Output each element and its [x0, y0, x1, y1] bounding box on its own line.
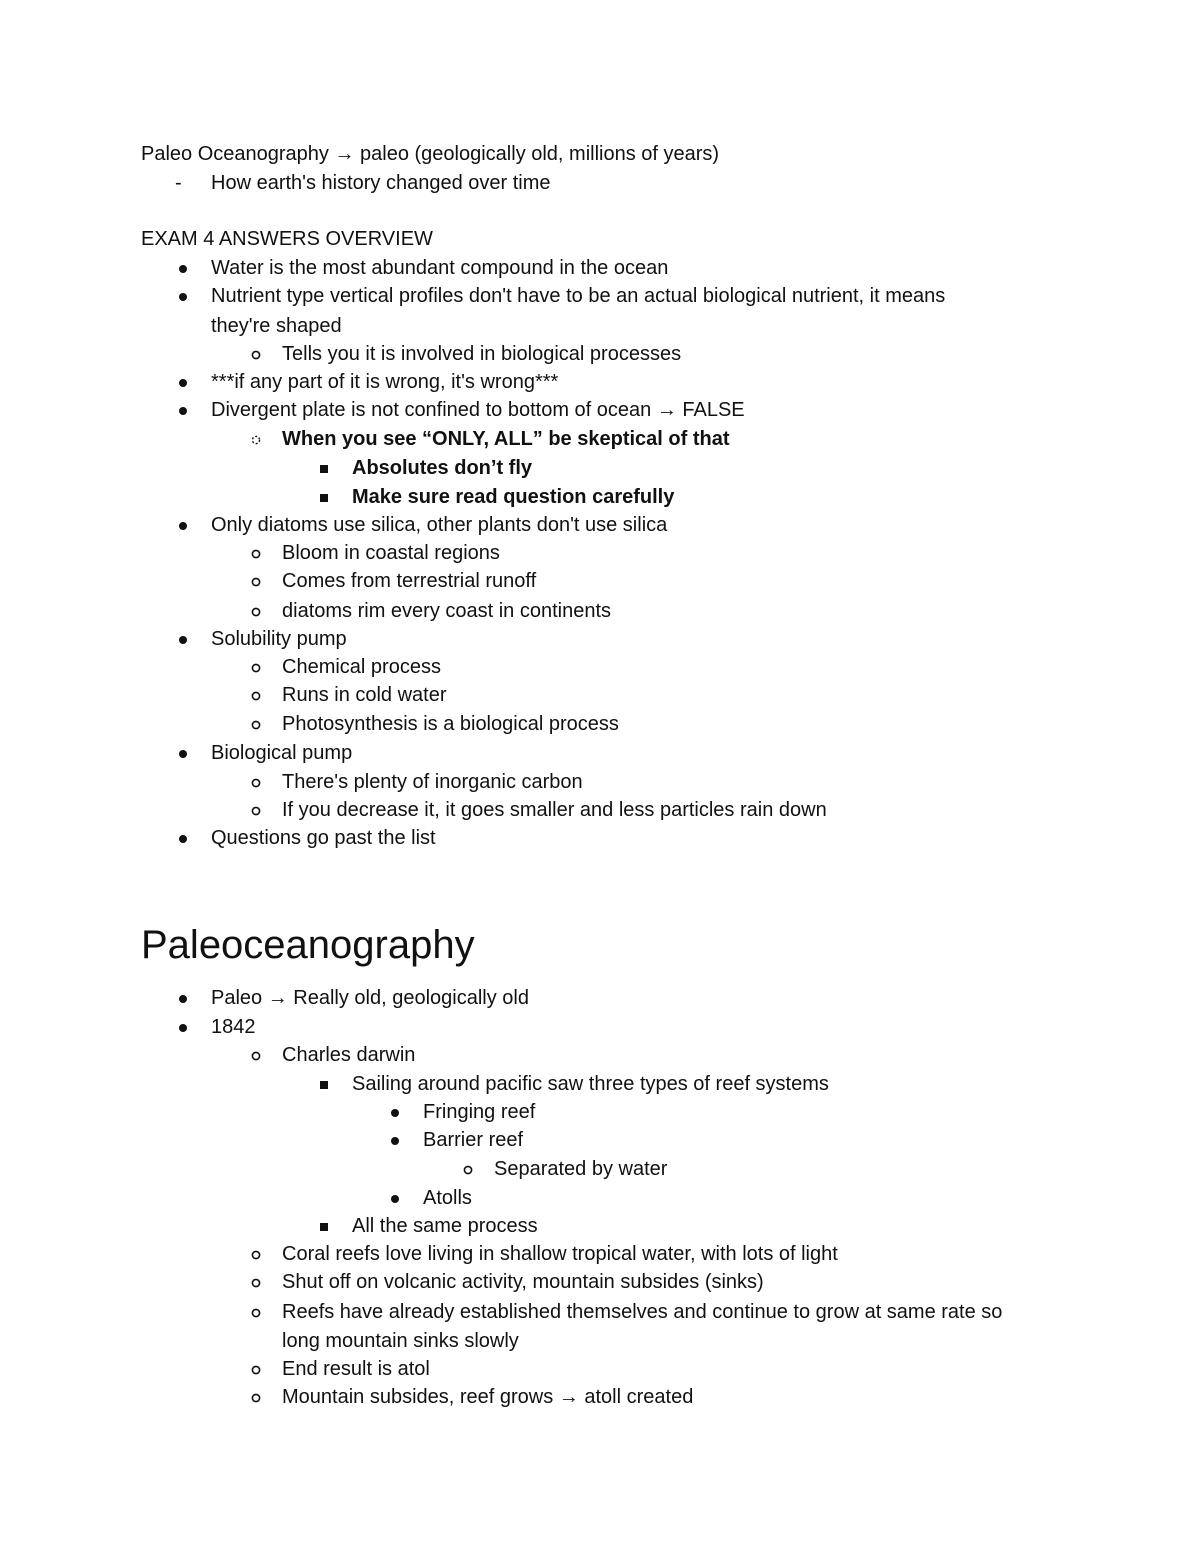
- hollow-circle-bullet-icon: [247, 597, 269, 625]
- hollow-circle-bullet-icon: [247, 1268, 269, 1296]
- section-heading: Paleoceanography: [141, 923, 475, 967]
- filled-disc-bullet-icon: [388, 1126, 410, 1154]
- dotted-circle-bullet-icon: [247, 425, 269, 453]
- hollow-circle-bullet-icon: [247, 1240, 269, 1268]
- list-item: Separated by water: [494, 1158, 668, 1180]
- list-item: When you see “ONLY, ALL” be skeptical of that: [282, 428, 730, 450]
- list-item: Divergent plate is not confined to bottom of ocean → FALSE: [211, 399, 745, 421]
- list-item: Make sure read question carefully: [352, 486, 675, 508]
- filled-square-bullet-icon: [317, 1070, 339, 1098]
- list-item: Comes from terrestrial runoff: [282, 570, 537, 592]
- list-item: All the same process: [352, 1215, 538, 1237]
- filled-square-bullet-icon: [317, 483, 339, 511]
- list-item: Shut off on volcanic activity, mountain subsides (sinks): [282, 1271, 764, 1293]
- filled-disc-bullet-icon: [176, 984, 198, 1012]
- list-item: Biological pump: [211, 742, 353, 764]
- filled-square-bullet-icon: [317, 454, 339, 482]
- list-item: Coral reefs love living in shallow tropical water, with lots of light: [282, 1243, 838, 1265]
- list-item: Solubility pump: [211, 628, 347, 650]
- list-item: Water is the most abundant compound in the ocean: [211, 257, 669, 279]
- list-item-continuation: they're shaped: [211, 315, 342, 337]
- list-item: End result is atol: [282, 1358, 430, 1380]
- list-item: Charles darwin: [282, 1044, 416, 1066]
- list-item-continuation: long mountain sinks slowly: [282, 1330, 519, 1352]
- list-item: Runs in cold water: [282, 684, 447, 706]
- list-item: If you decrease it, it goes smaller and less particles rain down: [282, 799, 827, 821]
- list-item: There's plenty of inorganic carbon: [282, 771, 583, 793]
- dash-marker: -: [175, 172, 182, 194]
- list-item: Barrier reef: [423, 1129, 524, 1151]
- list-item: Atolls: [423, 1187, 472, 1209]
- hollow-circle-bullet-icon: [247, 340, 269, 368]
- hollow-circle-bullet-icon: [247, 1041, 269, 1069]
- list-item: Photosynthesis is a biological process: [282, 713, 619, 735]
- list-item: Tells you it is involved in biological processes: [282, 343, 682, 365]
- filled-disc-bullet-icon: [176, 254, 198, 282]
- list-item: Absolutes don’t fly: [352, 457, 532, 479]
- list-item: Reefs have already established themselves and continue to grow at same rate so: [282, 1301, 1003, 1323]
- list-item: diatoms rim every coast in continents: [282, 600, 612, 622]
- intro-title-line: Paleo Oceanography → paleo (geologically old, millions of years): [141, 143, 720, 165]
- hollow-circle-bullet-icon: [247, 539, 269, 567]
- filled-disc-bullet-icon: [176, 368, 198, 396]
- list-item: Sailing around pacific saw three types of reef systems: [352, 1073, 829, 1095]
- hollow-circle-bullet-icon: [247, 567, 269, 595]
- filled-disc-bullet-icon: [176, 511, 198, 539]
- filled-square-bullet-icon: [317, 1212, 339, 1240]
- filled-disc-bullet-icon: [388, 1184, 410, 1212]
- list-item: Bloom in coastal regions: [282, 542, 500, 564]
- list-item: Chemical process: [282, 656, 441, 678]
- exam-title: EXAM 4 ANSWERS OVERVIEW: [141, 228, 433, 250]
- filled-disc-bullet-icon: [176, 1013, 198, 1041]
- filled-disc-bullet-icon: [176, 282, 198, 310]
- hollow-circle-bullet-icon: [247, 1383, 269, 1411]
- hollow-circle-bullet-icon: [247, 681, 269, 709]
- list-item: Fringing reef: [423, 1101, 536, 1123]
- list-item: 1842: [211, 1016, 256, 1038]
- list-item: Questions go past the list: [211, 827, 436, 849]
- filled-disc-bullet-icon: [176, 824, 198, 852]
- hollow-circle-bullet-icon: [247, 796, 269, 824]
- hollow-circle-bullet-icon: [247, 1355, 269, 1383]
- list-item: ***if any part of it is wrong, it's wrong***: [211, 371, 559, 393]
- list-item: Nutrient type vertical profiles don't have to be an actual biological nutrient, it means: [211, 285, 946, 307]
- filled-disc-bullet-icon: [176, 396, 198, 424]
- hollow-circle-bullet-icon: [459, 1155, 481, 1183]
- hollow-circle-bullet-icon: [247, 768, 269, 796]
- filled-disc-bullet-icon: [388, 1098, 410, 1126]
- hollow-circle-bullet-icon: [247, 653, 269, 681]
- list-item: Paleo → Really old, geologically old: [211, 987, 529, 1009]
- intro-sub-line: How earth's history changed over time: [211, 172, 551, 194]
- list-item: Only diatoms use silica, other plants don't use silica: [211, 514, 668, 536]
- list-item: Mountain subsides, reef grows → atoll created: [282, 1386, 694, 1408]
- hollow-circle-bullet-icon: [247, 710, 269, 738]
- filled-disc-bullet-icon: [176, 625, 198, 653]
- filled-disc-bullet-icon: [176, 739, 198, 767]
- hollow-circle-bullet-icon: [247, 1298, 269, 1326]
